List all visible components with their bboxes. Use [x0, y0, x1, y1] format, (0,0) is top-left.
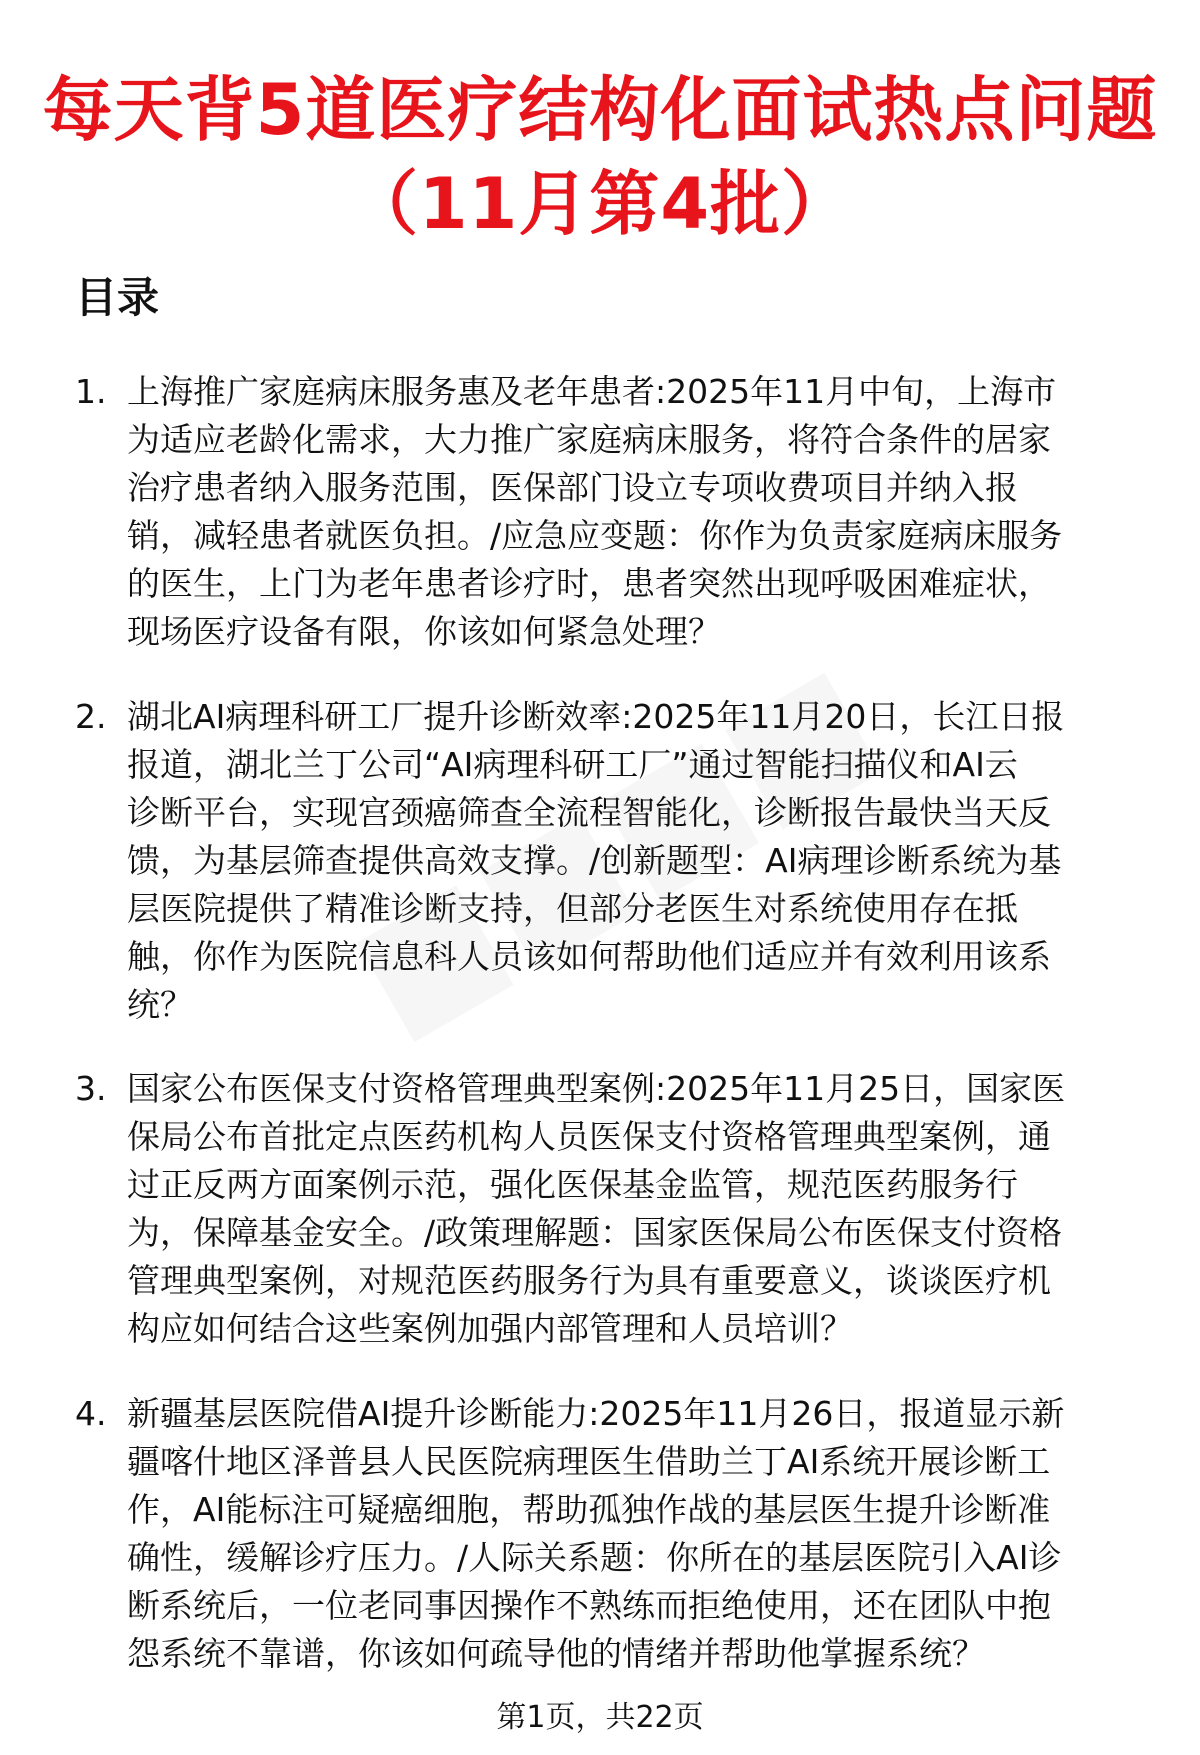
item-line: 湖北AI病理科研工厂提升诊断效率:2025年11月20日，长江日报 — [127, 697, 1065, 736]
item-text — [127, 368, 1200, 656]
toc-heading: 目录 — [75, 273, 160, 322]
item-number: 2. — [75, 697, 107, 736]
item-text — [127, 693, 1200, 1029]
item-line: 治疗患者纳入服务范围，医保部门设立专项收费项目并纳入报 — [127, 468, 1018, 507]
page-title-line2: （11月第4批） — [347, 163, 853, 245]
item-line: 国家公布医保支付资格管理典型案例:2025年11月25日，国家医 — [127, 1069, 1066, 1108]
item-line: 统？ — [127, 985, 193, 1024]
item-line: 诊断平台，实现宫颈癌筛查全流程智能化，诊断报告最快当天反 — [127, 793, 1051, 832]
item-number: 4. — [75, 1394, 107, 1433]
item-line: 疆喀什地区泽普县人民医院病理医生借助兰丁AI系统开展诊断工 — [127, 1442, 1051, 1481]
item-line: 断系统后，一位老同事因操作不熟练而拒绝使用，还在团队中抱 — [127, 1586, 1051, 1625]
item-line: 新疆基层医院借AI提升诊断能力:2025年11月26日，报道显示新 — [127, 1394, 1065, 1433]
item-number: 1. — [75, 372, 107, 411]
item-line: 为适应老龄化需求，大力推广家庭病床服务，将符合条件的居家 — [127, 420, 1051, 459]
item-text — [127, 1065, 1200, 1353]
item-line: 作，AI能标注可疑癌细胞，帮助孤独作战的基层医生提升诊断准 — [127, 1490, 1051, 1529]
item-line: 现场医疗设备有限，你该如何紧急处理？ — [127, 612, 721, 651]
item-line: 管理典型案例，对规范医药服务行为具有重要意义，谈谈医疗机 — [127, 1261, 1051, 1300]
item-line: 上海推广家庭病床服务惠及老年患者:2025年11月中旬，上海市 — [127, 372, 1057, 411]
item-line: 触，你作为医院信息科人员该如何帮助他们适应并有效利用该系 — [127, 937, 1051, 976]
item-line: 过正反两方面案例示范，强化医保基金监管，规范医药服务行 — [127, 1165, 1018, 1204]
item-line: 怨系统不靠谱，你该如何疏导他的情绪并帮助他掌握系统？ — [127, 1634, 985, 1673]
page-footer: 第1页，共22页 — [496, 1700, 704, 1735]
item-line: 确性，缓解诊疗压力。/人际关系题：你所在的基层医院引入AI诊 — [127, 1538, 1062, 1577]
page-title-line1: 每天背5道医疗结构化面试热点问题 — [42, 69, 1158, 151]
item-line: 保局公布首批定点医药机构人员医保支付资格管理典型案例，通 — [127, 1117, 1051, 1156]
item-line: 构应如何结合这些案例加强内部管理和人员培训？ — [127, 1309, 853, 1348]
item-line: 馈，为基层筛查提供高效支撑。/创新题型：AI病理诊断系统为基 — [127, 841, 1062, 880]
item-number: 3. — [75, 1069, 107, 1108]
item-line: 层医院提供了精准诊断支持，但部分老医生对系统使用存在抵 — [127, 889, 1018, 928]
item-line: 的医生，上门为老年患者诊疗时，患者突然出现呼吸困难症状， — [127, 564, 1051, 603]
item-line: 报道，湖北兰丁公司“AI病理科研工厂”通过智能扫描仪和AI云 — [127, 745, 1018, 784]
item-text — [127, 1390, 1200, 1678]
item-line: 销，减轻患者就医负担。/应急应变题：你作为负责家庭病床服务 — [127, 516, 1063, 555]
item-line: 为，保障基金安全。/政策理解题：国家医保局公布医保支付资格 — [127, 1213, 1063, 1252]
